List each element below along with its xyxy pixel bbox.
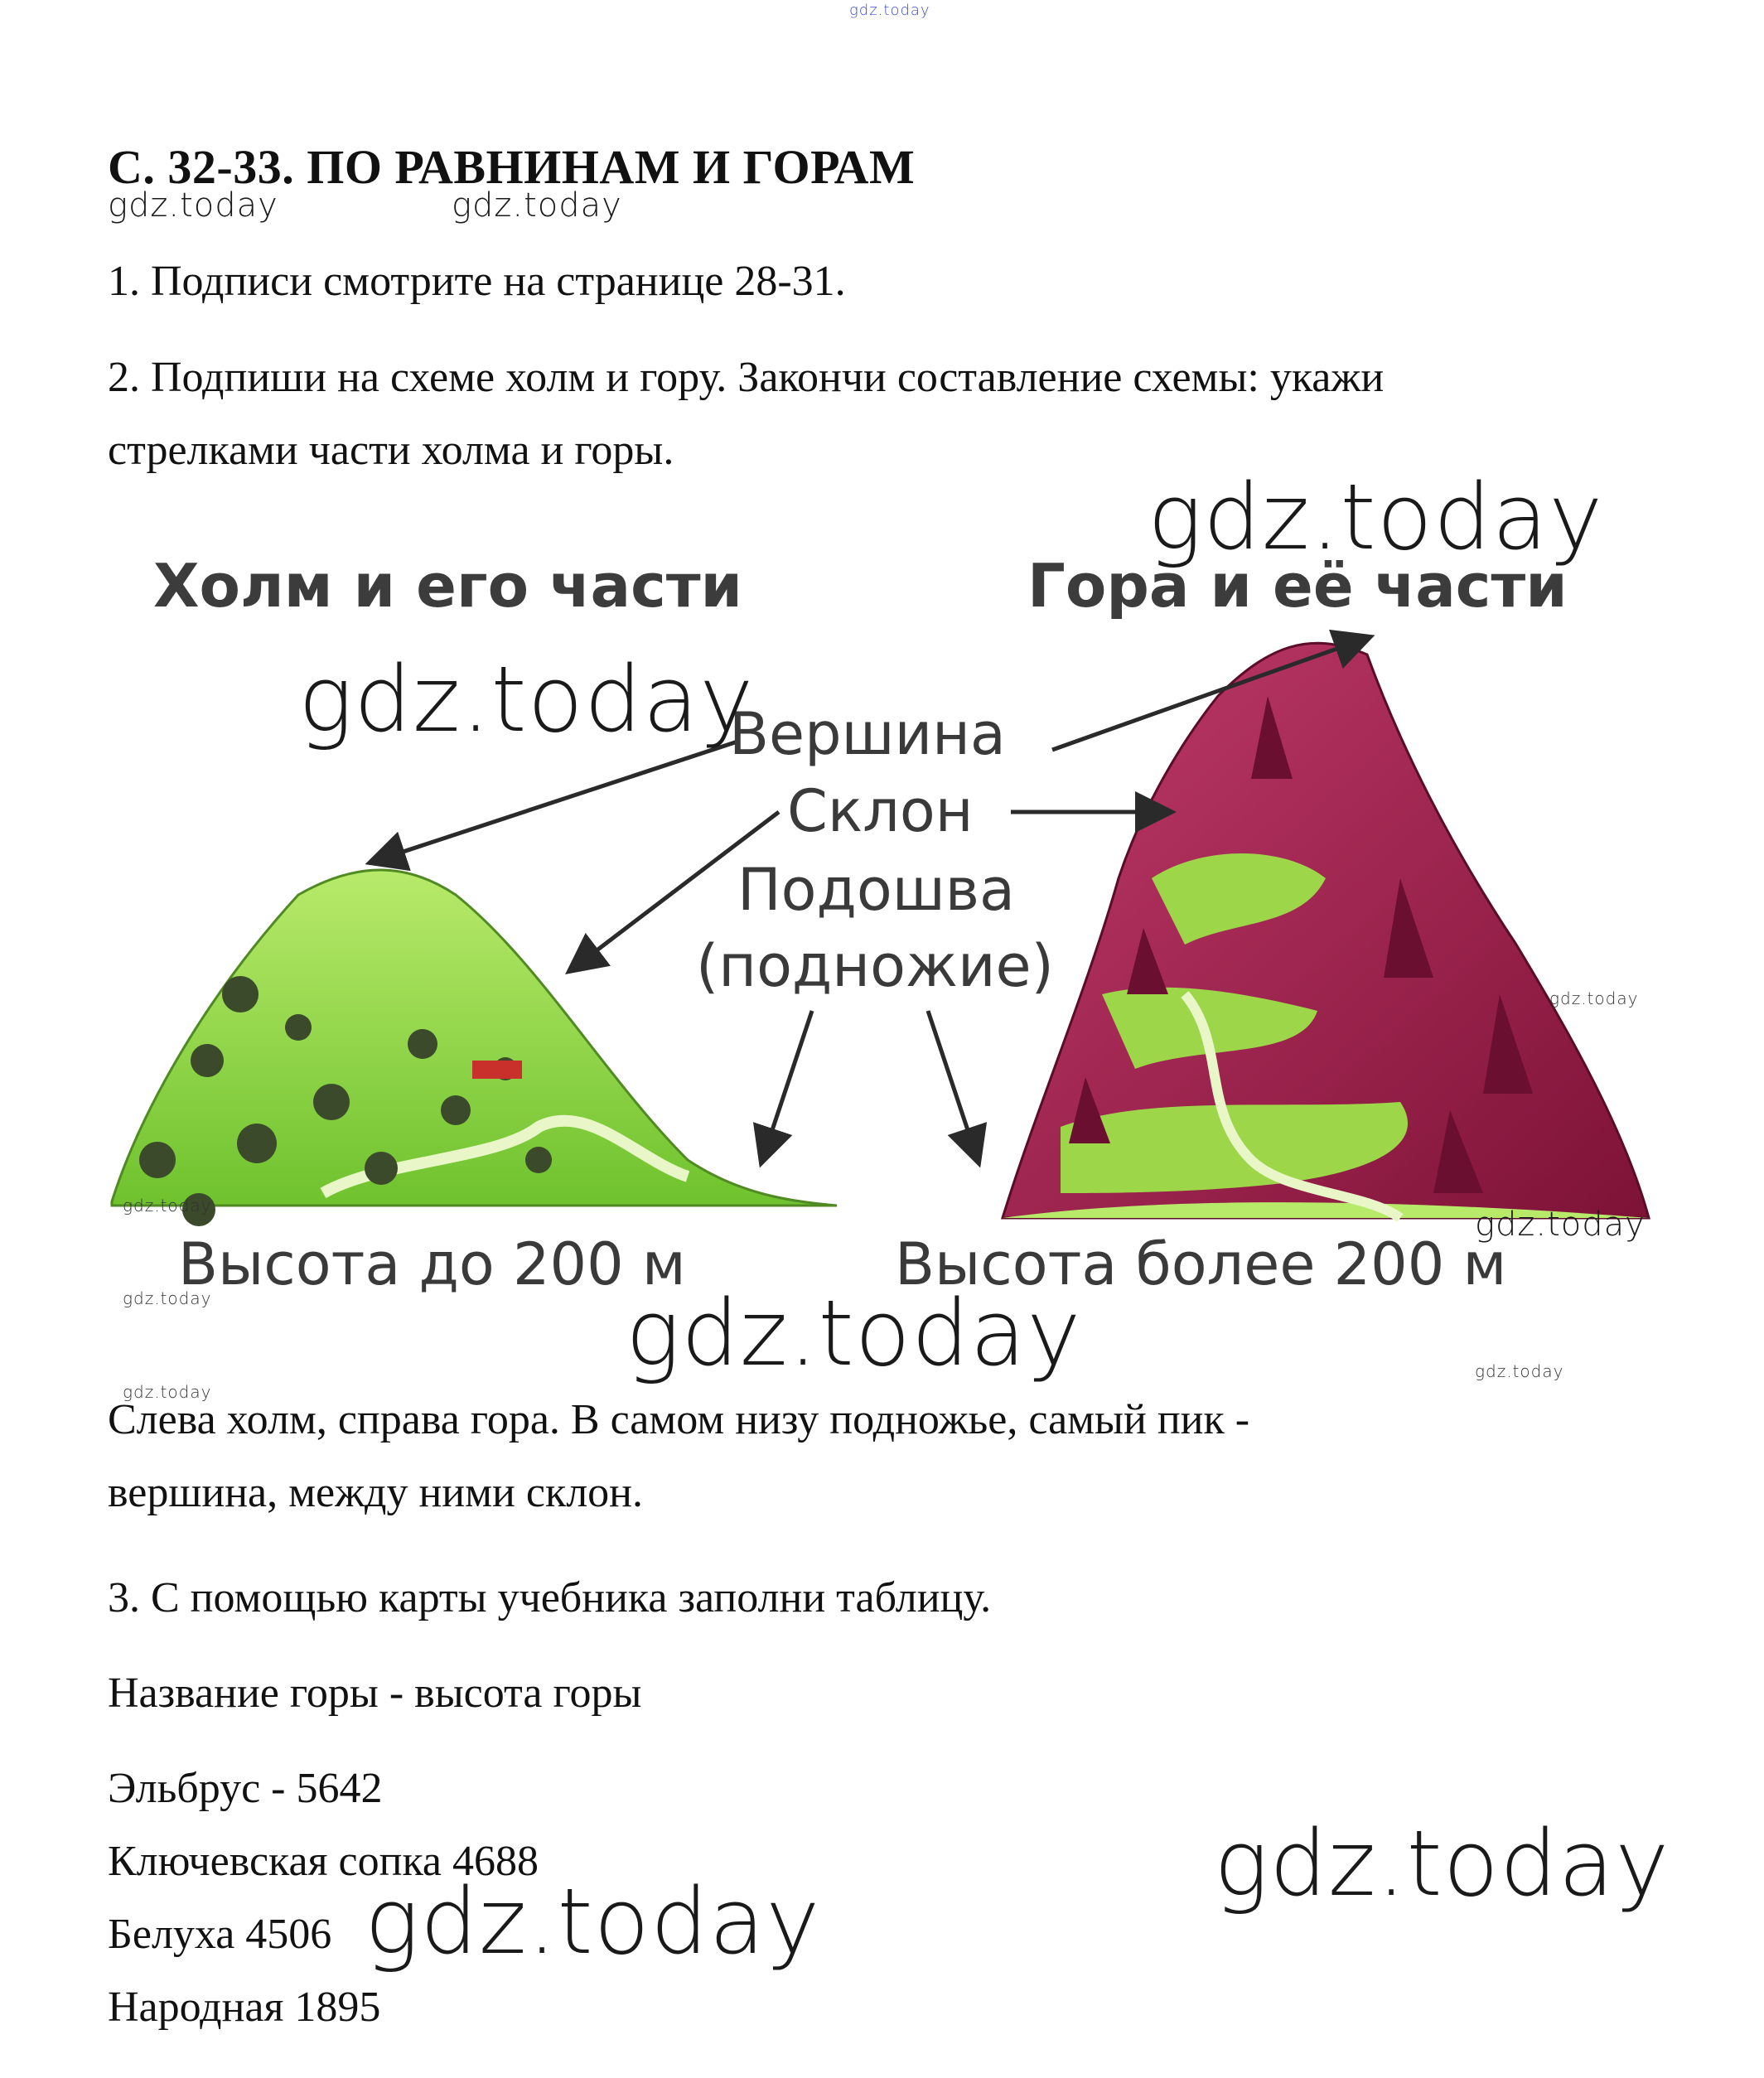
task-1-text: 1. Подписи смотрите на странице 28-31. <box>108 258 846 305</box>
task-2-line-2: стрелками части холма и горы. <box>108 427 674 474</box>
answer-2-line-1: Слева холм, справа гора. В самом низу подножье, самый пик - <box>108 1396 1250 1443</box>
hill-shape <box>112 870 837 1226</box>
page-title: С. 32-33. ПО РАВНИНАМ И ГОРАМ <box>108 140 916 194</box>
watermark-figure-left: gdz.today <box>298 646 755 752</box>
watermark-figure-bottom-left-1: gdz.today <box>123 1196 212 1215</box>
watermark-figure-bottom-center: gdz.today <box>626 1280 1082 1386</box>
task-2-line-1: 2. Подпиши на схеме холм и гору. Закончи составление схемы: укажи <box>108 354 1385 401</box>
watermark-top: gdz.today <box>849 2 930 19</box>
watermark-figure-right-bottom: gdz.today <box>1475 1206 1646 1244</box>
mountain-row: Народная 1895 <box>108 1984 381 2031</box>
table-header: Название горы - высота горы <box>108 1670 642 1717</box>
watermark-figure-bottom-right-small: gdz.today <box>1475 1361 1564 1381</box>
watermark-bottom-left: gdz.today <box>365 1868 821 1974</box>
mountain-height-label: Высота более 200 м <box>895 1230 1507 1298</box>
part-label-top: Вершина <box>729 700 1006 768</box>
mountain-shape <box>1003 643 1649 1218</box>
mountain-row: Ключевская сопка 4688 <box>108 1838 539 1885</box>
mountain-row: Эльбрус - 5642 <box>108 1765 383 1812</box>
part-label-slope: Склон <box>787 777 974 845</box>
answer-2-line-2: вершина, между ними склон. <box>108 1469 643 1516</box>
mountain-heading: Гора и её части <box>1027 551 1568 621</box>
part-label-base: Подошва <box>737 856 1015 924</box>
watermark-under-title-2: gdz.today <box>452 186 622 225</box>
watermark-figure-top-right: gdz.today <box>1148 464 1604 570</box>
task-3-text: 3. С помощью карты учебника заполни таблицу. <box>108 1574 992 1621</box>
hill-height-label: Высота до 200 м <box>178 1230 686 1298</box>
watermark-figure-below-left: gdz.today <box>123 1382 212 1402</box>
mountain-row: Белуха 4506 <box>108 1911 332 1958</box>
part-label-base-note: (подножие) <box>696 932 1054 1000</box>
watermark-figure-right-small: gdz.today <box>1549 988 1639 1008</box>
watermark-figure-bottom-left-2: gdz.today <box>123 1288 212 1308</box>
watermark-under-title-1: gdz.today <box>108 186 278 225</box>
hill-heading: Холм и его части <box>153 551 742 621</box>
watermark-bottom-right: gdz.today <box>1214 1810 1670 1916</box>
